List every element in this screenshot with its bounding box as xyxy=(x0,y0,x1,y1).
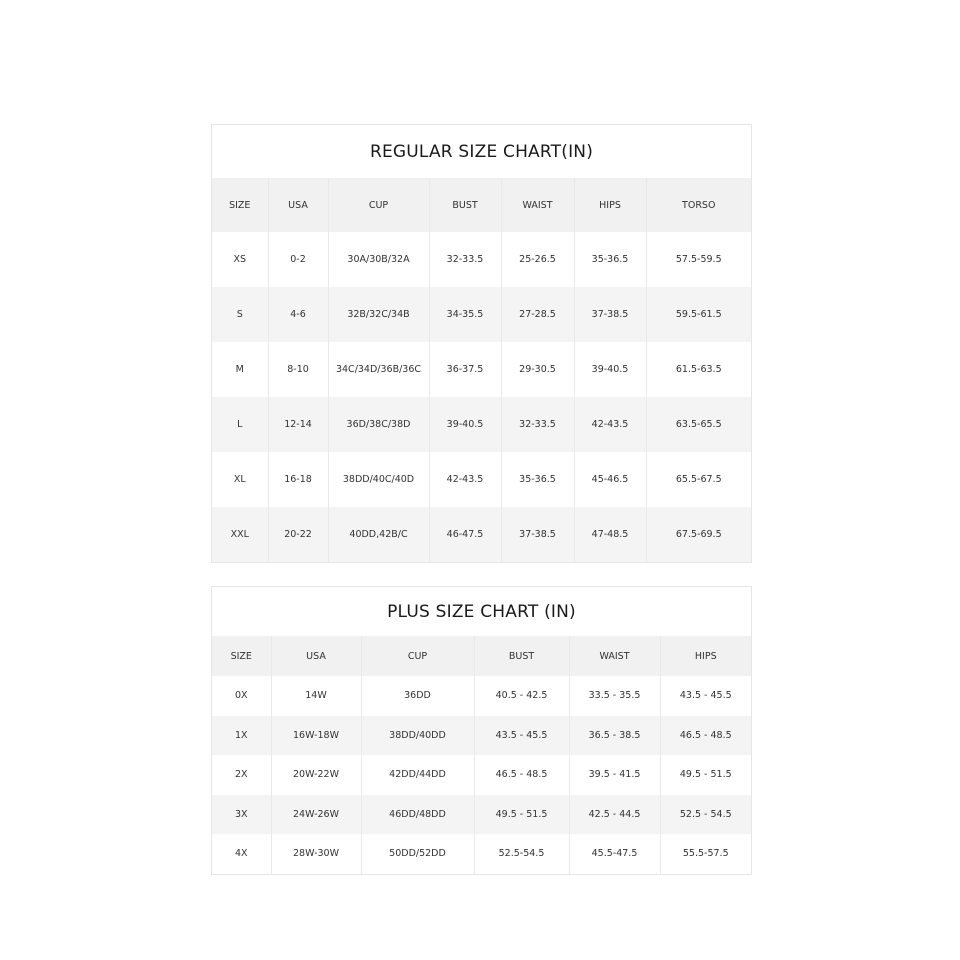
table-cell: 52.5 - 54.5 xyxy=(660,795,751,835)
table-cell: 42-43.5 xyxy=(429,452,501,507)
table-cell: 63.5-65.5 xyxy=(646,397,751,452)
table-row xyxy=(212,507,751,562)
table-cell: 52.5-54.5 xyxy=(474,834,569,874)
table-cell: 50DD/52DD xyxy=(361,834,474,874)
table-cell: 49.5 - 51.5 xyxy=(474,795,569,835)
table-cell: 24W-26W xyxy=(271,795,361,835)
table-cell: 59.5-61.5 xyxy=(646,287,751,342)
table-row xyxy=(212,397,751,452)
column-header: BUST xyxy=(474,636,569,676)
table-cell: 0-2 xyxy=(268,232,328,287)
column-header: BUST xyxy=(429,178,501,232)
table-cell: 34C/34D/36B/36C xyxy=(328,342,429,397)
table-cell: 46.5 - 48.5 xyxy=(474,755,569,795)
table-cell: 46.5 - 48.5 xyxy=(660,716,751,756)
table-cell: S xyxy=(212,287,268,342)
table-cell: 39.5 - 41.5 xyxy=(569,755,660,795)
column-header: WAIST xyxy=(501,178,574,232)
regular-table-body xyxy=(212,178,751,562)
table-cell: 42DD/44DD xyxy=(361,755,474,795)
table-cell: 40.5 - 42.5 xyxy=(474,676,569,716)
table-cell: M xyxy=(235,364,244,375)
column-header: TORSO xyxy=(646,178,751,232)
table-cell: 65.5-67.5 xyxy=(646,452,751,507)
plus-size-table xyxy=(212,636,751,874)
table-row xyxy=(212,676,751,716)
regular-size-chart xyxy=(211,124,752,563)
regular-chart-title: REGULAR SIZE CHART(IN) xyxy=(369,141,594,162)
table-cell: 4X xyxy=(234,848,248,860)
table-cell: 16-18 xyxy=(268,452,328,507)
table-cell: 33.5 - 35.5 xyxy=(569,676,660,716)
table-cell: 45-46.5 xyxy=(574,452,646,507)
table-cell: 32-33.5 xyxy=(429,232,501,287)
table-cell: XL xyxy=(233,474,246,485)
table-cell: L xyxy=(212,397,268,452)
column-header: USA xyxy=(268,178,328,232)
table-row xyxy=(212,795,751,835)
table-cell: XS xyxy=(233,254,247,265)
table-cell: 40DD,42B/C xyxy=(328,507,429,562)
table-cell: 36-37.5 xyxy=(429,342,501,397)
column-header: CUP xyxy=(361,636,474,676)
table-cell: XXL xyxy=(212,507,268,562)
table-cell: 36.5 - 38.5 xyxy=(569,716,660,756)
column-header: USA xyxy=(271,636,361,676)
table-cell: 47-48.5 xyxy=(574,507,646,562)
regular-header-row xyxy=(212,178,751,232)
column-header: HIPS xyxy=(574,178,646,232)
table-cell: 49.5 - 51.5 xyxy=(660,755,751,795)
table-cell: 1X xyxy=(212,716,271,756)
table-cell: 42.5 - 44.5 xyxy=(569,795,660,835)
regular-size-table xyxy=(212,178,751,562)
table-cell: 0X xyxy=(234,690,248,702)
table-cell: 37-38.5 xyxy=(574,287,646,342)
table-cell: 39-40.5 xyxy=(574,342,646,397)
table-row xyxy=(212,342,751,397)
table-cell: 38DD/40DD xyxy=(361,716,474,756)
table-cell: 55.5-57.5 xyxy=(660,834,751,874)
plus-table-body xyxy=(212,636,751,874)
table-cell: 25-26.5 xyxy=(501,232,574,287)
table-row xyxy=(212,834,751,874)
column-header: CUP xyxy=(328,178,429,232)
table-row xyxy=(212,452,751,507)
column-header: SIZE xyxy=(212,636,271,676)
table-cell: 4-6 xyxy=(268,287,328,342)
plus-chart-title: PLUS SIZE CHART (IN) xyxy=(387,601,576,622)
table-cell: 20W-22W xyxy=(271,755,361,795)
table-cell: 34-35.5 xyxy=(429,287,501,342)
table-row xyxy=(212,755,751,795)
table-cell: 39-40.5 xyxy=(429,397,501,452)
table-cell: 42-43.5 xyxy=(574,397,646,452)
table-cell: 30A/30B/32A xyxy=(328,232,429,287)
plus-size-chart xyxy=(211,586,752,875)
table-row xyxy=(212,232,751,287)
table-cell: 29-30.5 xyxy=(501,342,574,397)
table-cell: 43.5 - 45.5 xyxy=(660,676,751,716)
table-cell: 32B/32C/34B xyxy=(328,287,429,342)
table-cell: 38DD/40C/40D xyxy=(328,452,429,507)
table-cell: 45.5-47.5 xyxy=(569,834,660,874)
table-cell: 57.5-59.5 xyxy=(646,232,751,287)
table-cell: 28W-30W xyxy=(271,834,361,874)
table-cell: 3X xyxy=(212,795,271,835)
table-cell: 46DD/48DD xyxy=(361,795,474,835)
table-cell: 14W xyxy=(271,676,361,716)
table-cell: 12-14 xyxy=(268,397,328,452)
table-cell: 61.5-63.5 xyxy=(646,342,751,397)
table-cell: 2X xyxy=(234,769,248,781)
table-cell: 8-10 xyxy=(268,342,328,397)
table-cell: 67.5-69.5 xyxy=(646,507,751,562)
table-cell: 32-33.5 xyxy=(501,397,574,452)
table-cell: 35-36.5 xyxy=(501,452,574,507)
table-cell: 36DD xyxy=(361,676,474,716)
table-cell: 27-28.5 xyxy=(501,287,574,342)
table-cell: 20-22 xyxy=(268,507,328,562)
table-cell: 35-36.5 xyxy=(574,232,646,287)
table-cell: 16W-18W xyxy=(271,716,361,756)
table-cell: 36D/38C/38D xyxy=(328,397,429,452)
column-header: SIZE xyxy=(212,178,268,232)
table-cell: 46-47.5 xyxy=(429,507,501,562)
table-row xyxy=(212,716,751,756)
column-header: HIPS xyxy=(660,636,751,676)
table-cell: 43.5 - 45.5 xyxy=(474,716,569,756)
table-row xyxy=(212,287,751,342)
plus-header-row xyxy=(212,636,751,676)
column-header: WAIST xyxy=(569,636,660,676)
table-cell: 37-38.5 xyxy=(501,507,574,562)
